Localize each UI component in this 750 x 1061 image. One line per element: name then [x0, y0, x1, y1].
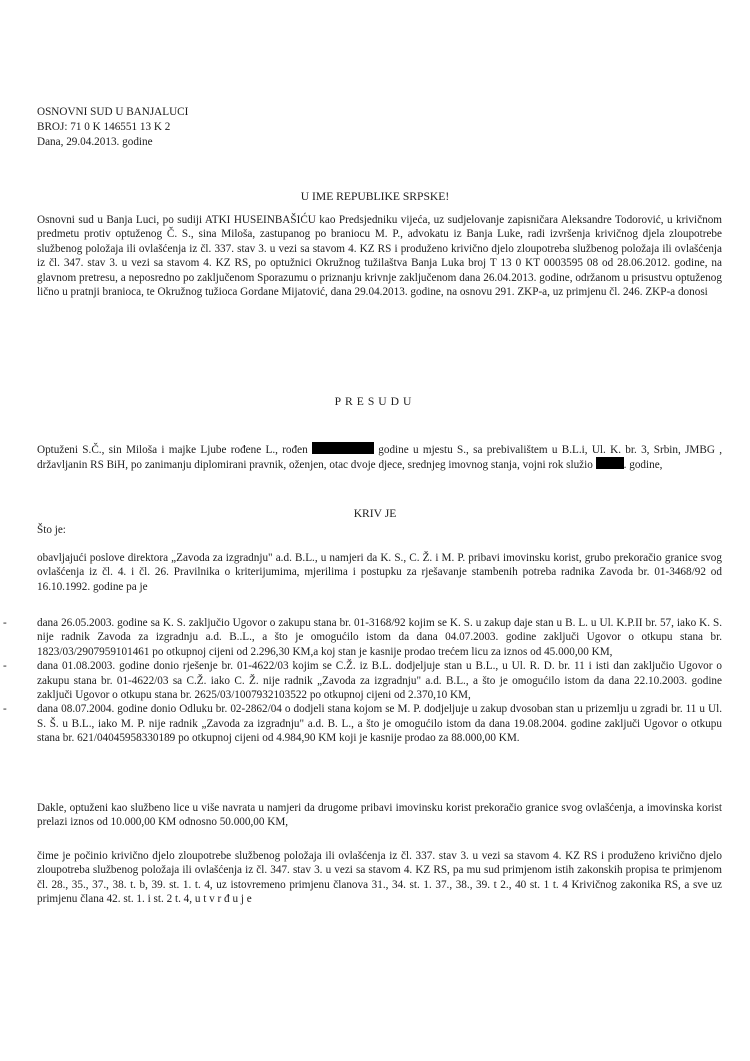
- list-item: [3, 702, 722, 745]
- summary-paragraph: Dakle, optuženi kao službeno lice u više navrata u namjeri da drugome pribavi imovinsku korist prekoračio granice svog ovlašćenja, a imovinska korist prelazi iznos od 10.000,00 KM odnosno 50.000,00 KM,: [37, 802, 722, 829]
- court-name: OSNOVNI SUD U BANJALUCI: [37, 106, 189, 118]
- guilty-heading: KRIV JE: [353, 507, 397, 520]
- document-date: Dana, 29.04.2013. godine: [37, 136, 153, 148]
- accused-text-1: Optuženi S.Č., sin Miloša i majke Ljube rođene L., rođen: [37, 444, 312, 456]
- list-item-text: dana 26.05.2003. godine sa K. S. zaključio Ugovor o zakupu stana br. 01-3168/92 kojim se K. S. u zakup daje stan u B. L. u Ul. K.P.II br. 57, iako K. S. nije radnik Zavoda za izgradnju a.d. B..L., a što je omogućilo istom da dana 04.07.2003. godine zaključi Ugovor o otkupu stana br. 1823/03/2907959101461 po otkupnoj cijeni od 2.296,30 KM,a koj stan je kasnije prodao trećem licu za iznos od 45.000,00 KM,: [37, 617, 722, 658]
- intro-paragraph: Osnovni sud u Banja Luci, po sudiji ATKI HUSEINBAŠIĆU kao Predsjedniku vijeća, uz sudjelovanje zapisničara Aleksandre Todorović, u krivičnom predmetu protiv optuženog Č. S., sina Miloša, zastupanog po braniocu M. P., advokatu iz Banja Luke, radi izvršenja krivičnog djela zloupotrebe službenog položaja ili ovlašćenja iz čl. 337. stav 3. u vezi sa stavom 4. KZ RS i produženo krivično djelo zloupotreba službenog položaja ili ovlašćenja iz čl. 347. stav 3. u vezi sa stavom 4. KZ RS, po optužnici Okružnog tužilaštva Banja Luka broj T 13 0 KT 0003595 08 od 28.06.2012. godine, na glavnom pretresu, a neposredno po zaključenom Sporazumu o priznanju krivnje zaključenom dana 26.04.2013. godine, održanom u prisustvu optuženog lično u pratnji branioca, te Okružnog tužioca Gordane Mijatović, dana 29.04.2013. godine, na osnovu 291. ZKP-a, uz primjenu čl. 246. ZKP-a donosi: [37, 214, 722, 299]
- accused-text-2: godine u mjestu S., sa prebivalištem u B.L.i, Ul. K. br. 3, Srbin, JMBG , državljanin RS BiH, po zanimanju diplomirani pravnik, oženjen, otac dvoje djece, srednjeg imovnog stanja, vojni rok služio: [37, 444, 722, 472]
- list-item-text: dana 08.07.2004. godine donio Odluku br. 02-2862/04 o dodjeli stana kojom se M. P. dodjeljuje u zakup dvosoban stan u prizemlju u zgradi br. 11 u Ul. S. Š. u B.L., iako M. P. nije radnik „Zavoda za izgradnju" a.d. B. L., a što je omogućilo istom da dana 19.08.2004. godine zaključi Ugovor o otkupu stana br. 621/04045958330189 po otkupnoj cijeni od 4.984,90 KM koji je kasnije prodao za 88.000,00 KM.: [37, 703, 722, 745]
- sto-je-label: Što je:: [37, 524, 66, 536]
- list-item: [3, 659, 722, 702]
- court-header: [37, 105, 722, 150]
- redaction-birthdate: [312, 442, 374, 454]
- list-item-text: dana 01.08.2003. godine donio rješenje br. 01-4622/03 kojim se C.Ž. iz B.L. dodjeljuje stan u B.L., u Ul. R. D. br. 11 i isti dan zaključio Ugovor o zakupu stana br. 01-4622/03 sa C.Ž. iako C. Ž. nije radnik „Zavoda za izgradnju" a.d. B.L., a što je omogućilo istom da dana 22.10.2003. godine zaključi Ugovor o otkupu stana br. 2625/03/1007932103522 po otkupnoj cijeni od 2.370,10 KM,: [37, 660, 722, 702]
- republic-heading: U IME REPUBLIKE SRPSKE!: [300, 190, 450, 203]
- accused-paragraph: [37, 442, 722, 473]
- list-item: [3, 616, 722, 659]
- list-dash: -: [3, 660, 7, 673]
- list-dash: -: [3, 703, 7, 716]
- redaction-military-year: [596, 457, 624, 469]
- verdict-heading: PRESUDU: [334, 395, 416, 408]
- case-number: BROJ: 71 0 K 146551 13 K 2: [37, 121, 171, 133]
- list-dash: -: [3, 617, 7, 629]
- acts-list: [3, 616, 722, 746]
- charge-paragraph: obavljajući poslove direktora „Zavoda za izgradnju" a.d. B.L., u namjeri da K. S., C. Ž. i M. P. pribavi imovinsku korist, grubo prekoračio granice svog ovlašćenja iz čl. 4. i čl. 26. Pravilnika o kriterijumima, mjerilima i postupku za rješavanje stambenih potreba radnika Zavoda br. 01-3468/92 od 16.10.1992. godine pa je: [37, 552, 722, 593]
- accused-text-3: . godine,: [623, 459, 663, 472]
- conclusion-paragraph: čime je počinio krivično djelo zloupotrebe službenog položaja ili ovlašćenja iz čl. 337. stav 3. u vezi sa stavom 4. KZ RS i produženo krivično djelo zloupotreba službenog položaja ili ovlašćenja iz čl. 347. stav 3. u vezi sa stavom 4. KZ RS, pa mu sud primjenom istih zakonskih propisa te primjenom čl. 28., 35., 37., 38. t. b, 39. st. 1. t. 4, uz istovremeno primjenu članova 31., 34. st. 1. 37., 38., 39. t 2., 40 st. 1 t. 4 Krivičnog zakonika RS, a sve uz primjenu člana 42. st. 1. i st. 2 t. 4, u t v r đ u j e: [37, 850, 722, 906]
